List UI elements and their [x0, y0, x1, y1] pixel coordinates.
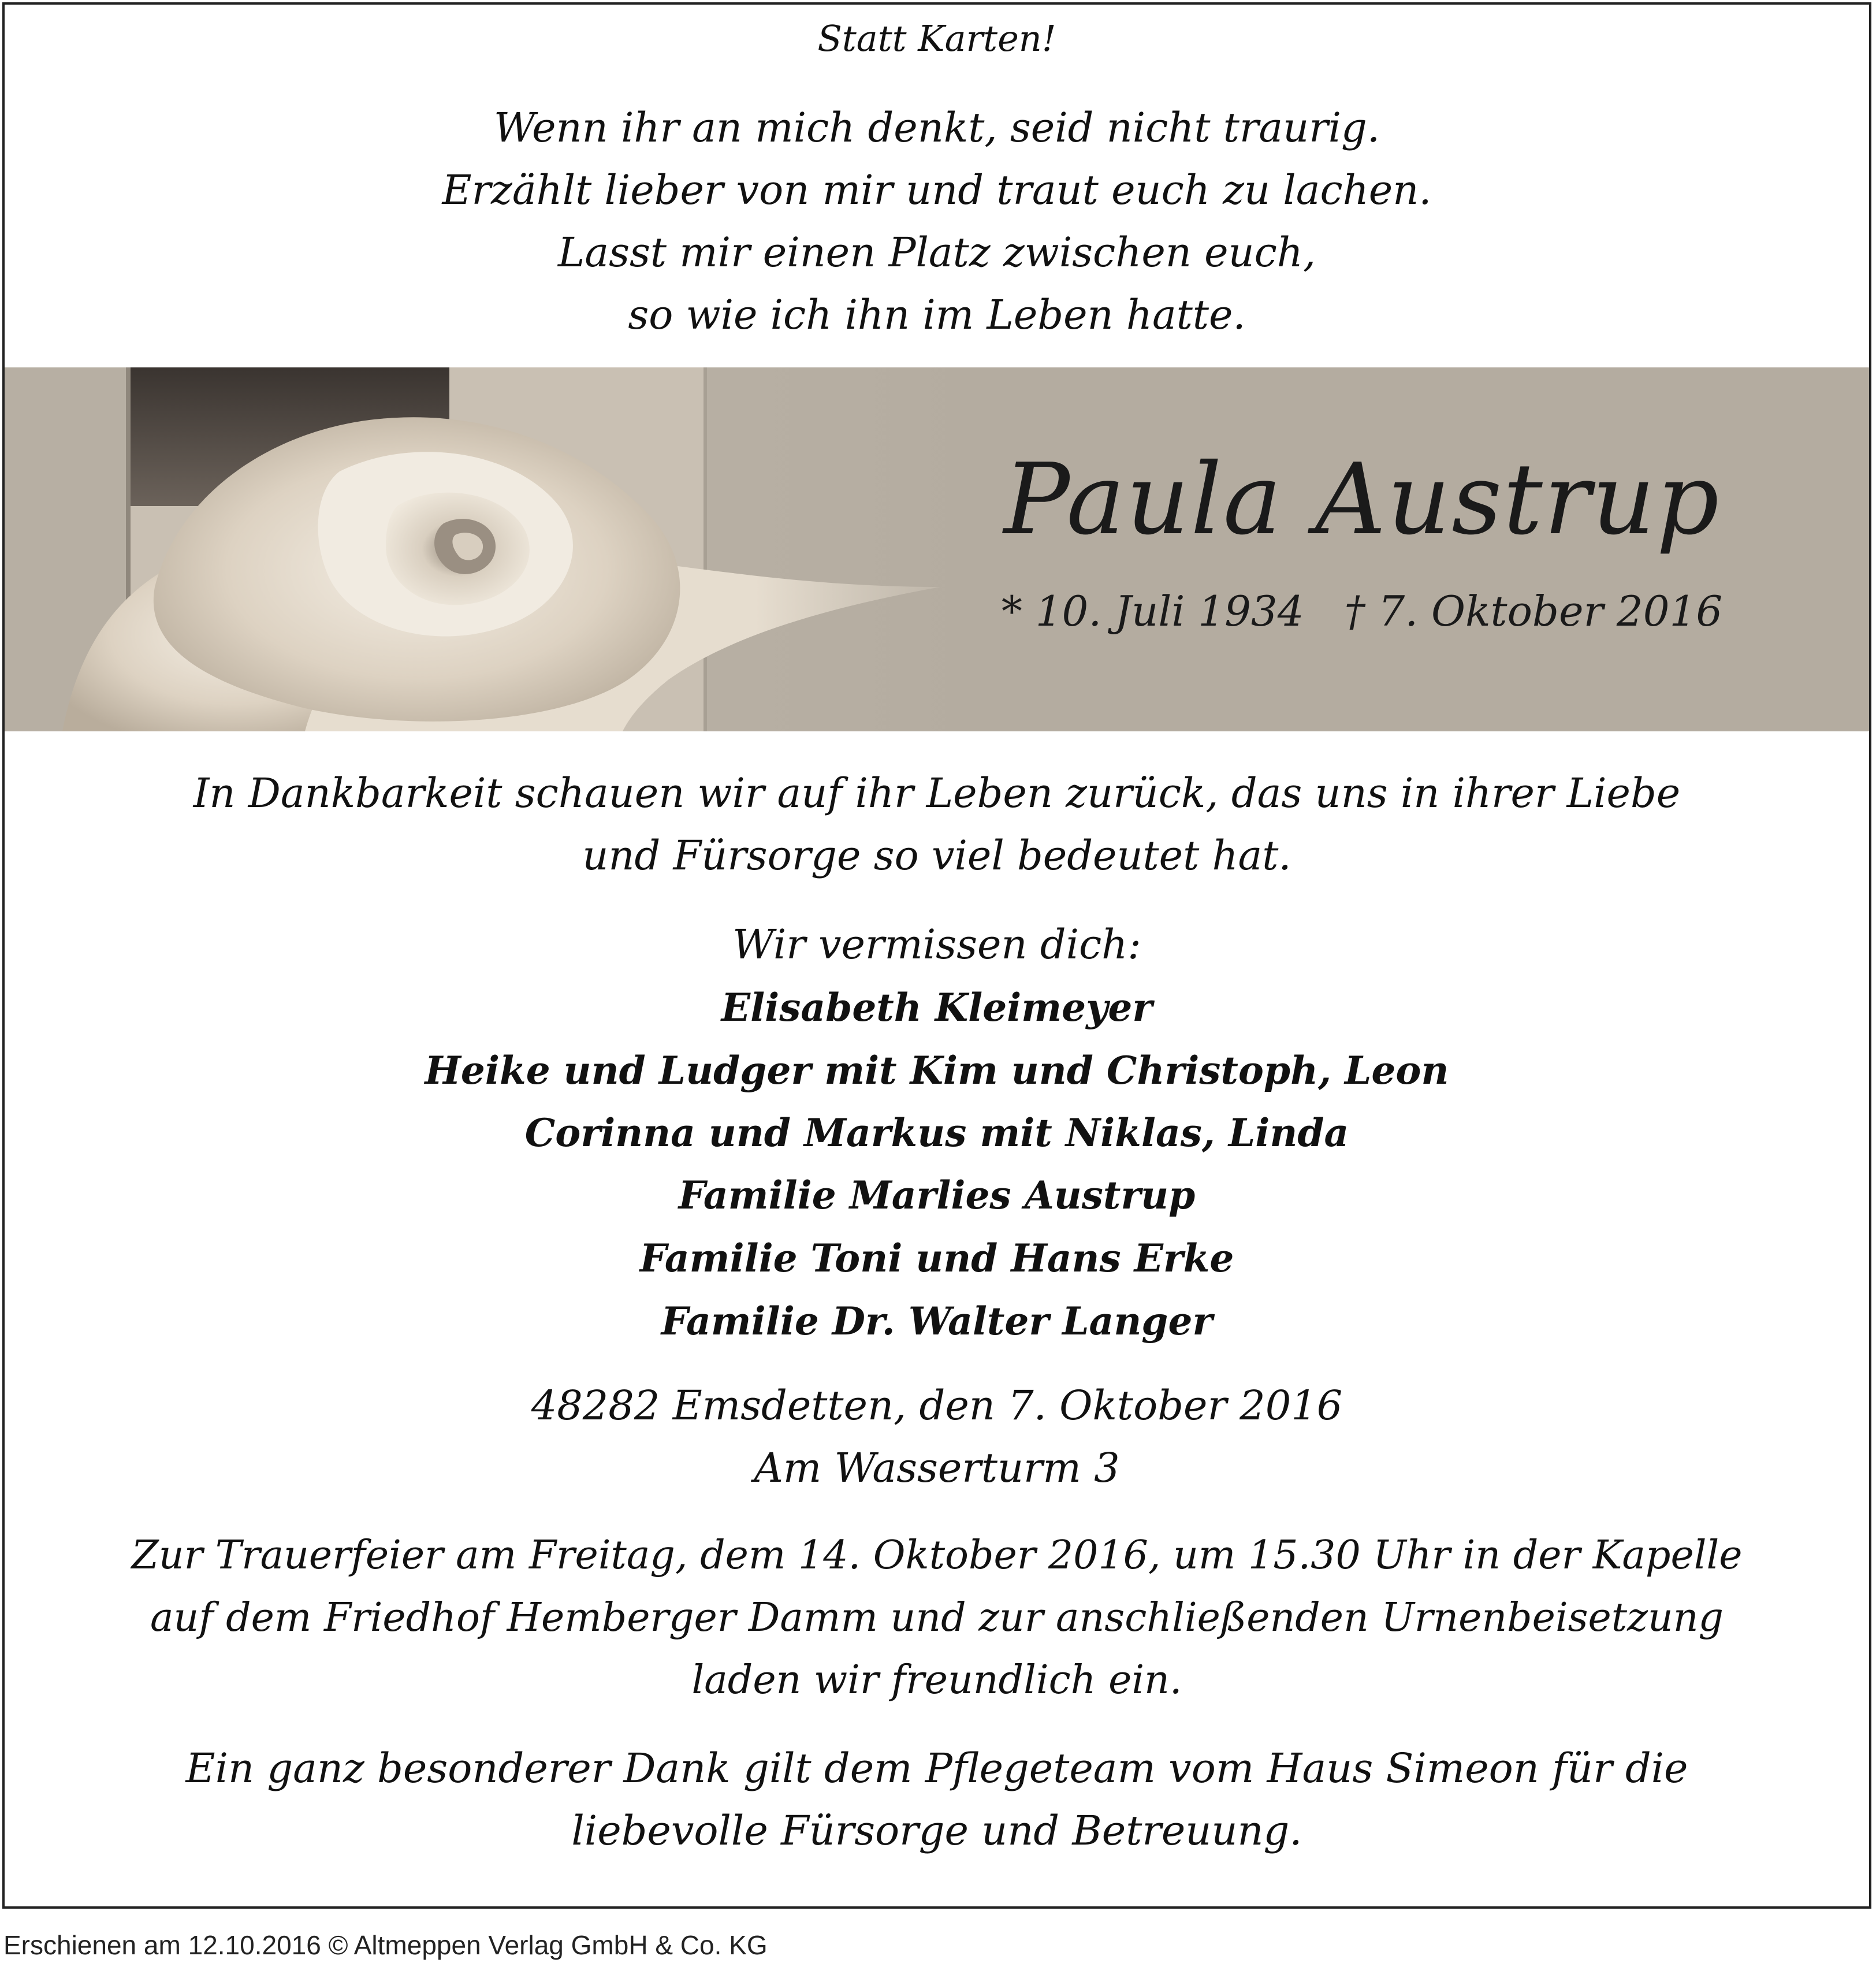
deceased-name: Paula Austrup: [1003, 443, 1721, 557]
funeral-line: auf dem Friedhof Hemberger Damm und zur anschließenden Urnenbeisetzung: [150, 1595, 1724, 1641]
thanks-line: liebevolle Fürsorge und Betreuung.: [571, 1807, 1302, 1854]
death-date: † 7. Oktober 2016: [1344, 587, 1723, 635]
address-line: Am Wasserturm 3: [754, 1444, 1120, 1492]
gratitude-line: und Fürsorge so viel bedeutet hat.: [582, 832, 1291, 879]
gratitude-line: In Dankbarkeit schauen wir auf ihr Leben zurück, das uns in ihrer Liebe: [193, 769, 1681, 817]
name-banner: [5, 367, 1869, 731]
mourner-name: Elisabeth Kleimeyer: [721, 985, 1153, 1030]
thanks-line: Ein ganz besonderer Dank gilt dem Pflegeteam vom Haus Simeon für die: [185, 1745, 1688, 1792]
mourner-name: Familie Toni und Hans Erke: [639, 1236, 1234, 1281]
mourner-name: Corinna und Markus mit Niklas, Linda: [524, 1110, 1349, 1155]
poem-line: so wie ich ihn im Leben hatte.: [628, 291, 1246, 339]
birth-date: * 10. Juli 1934: [1001, 587, 1304, 635]
obituary-notice: [2, 2, 1871, 1909]
poem-line: Erzählt lieber von mir und traut euch zu lachen.: [442, 166, 1432, 214]
life-dates: [906, 587, 1818, 635]
funeral-line: Zur Trauerfeier am Freitag, dem 14. Oktober 2016, um 15.30 Uhr in der Kapelle: [131, 1533, 1743, 1578]
address-line: 48282 Emsdetten, den 7. Oktober 2016: [531, 1382, 1343, 1429]
funeral-line: laden wir freundlich ein.: [691, 1657, 1182, 1703]
poem-line: Lasst mir einen Platz zwischen euch,: [557, 229, 1316, 276]
poem-line: Wenn ihr an mich denkt, seid nicht traurig.: [493, 104, 1380, 151]
mourner-name: Familie Marlies Austrup: [678, 1173, 1196, 1218]
mourners-intro: Wir vermissen dich:: [732, 921, 1141, 968]
mourner-name: Heike und Ludger mit Kim und Christoph, Leon: [425, 1048, 1449, 1093]
publication-footer: Erschienen am 12.10.2016 © Altmeppen Verlag GmbH & Co. KG: [3, 1930, 768, 1960]
statt-karten-heading: Statt Karten!: [817, 17, 1056, 60]
mourner-name: Familie Dr. Walter Langer: [661, 1299, 1213, 1344]
rose-image: [5, 367, 987, 731]
